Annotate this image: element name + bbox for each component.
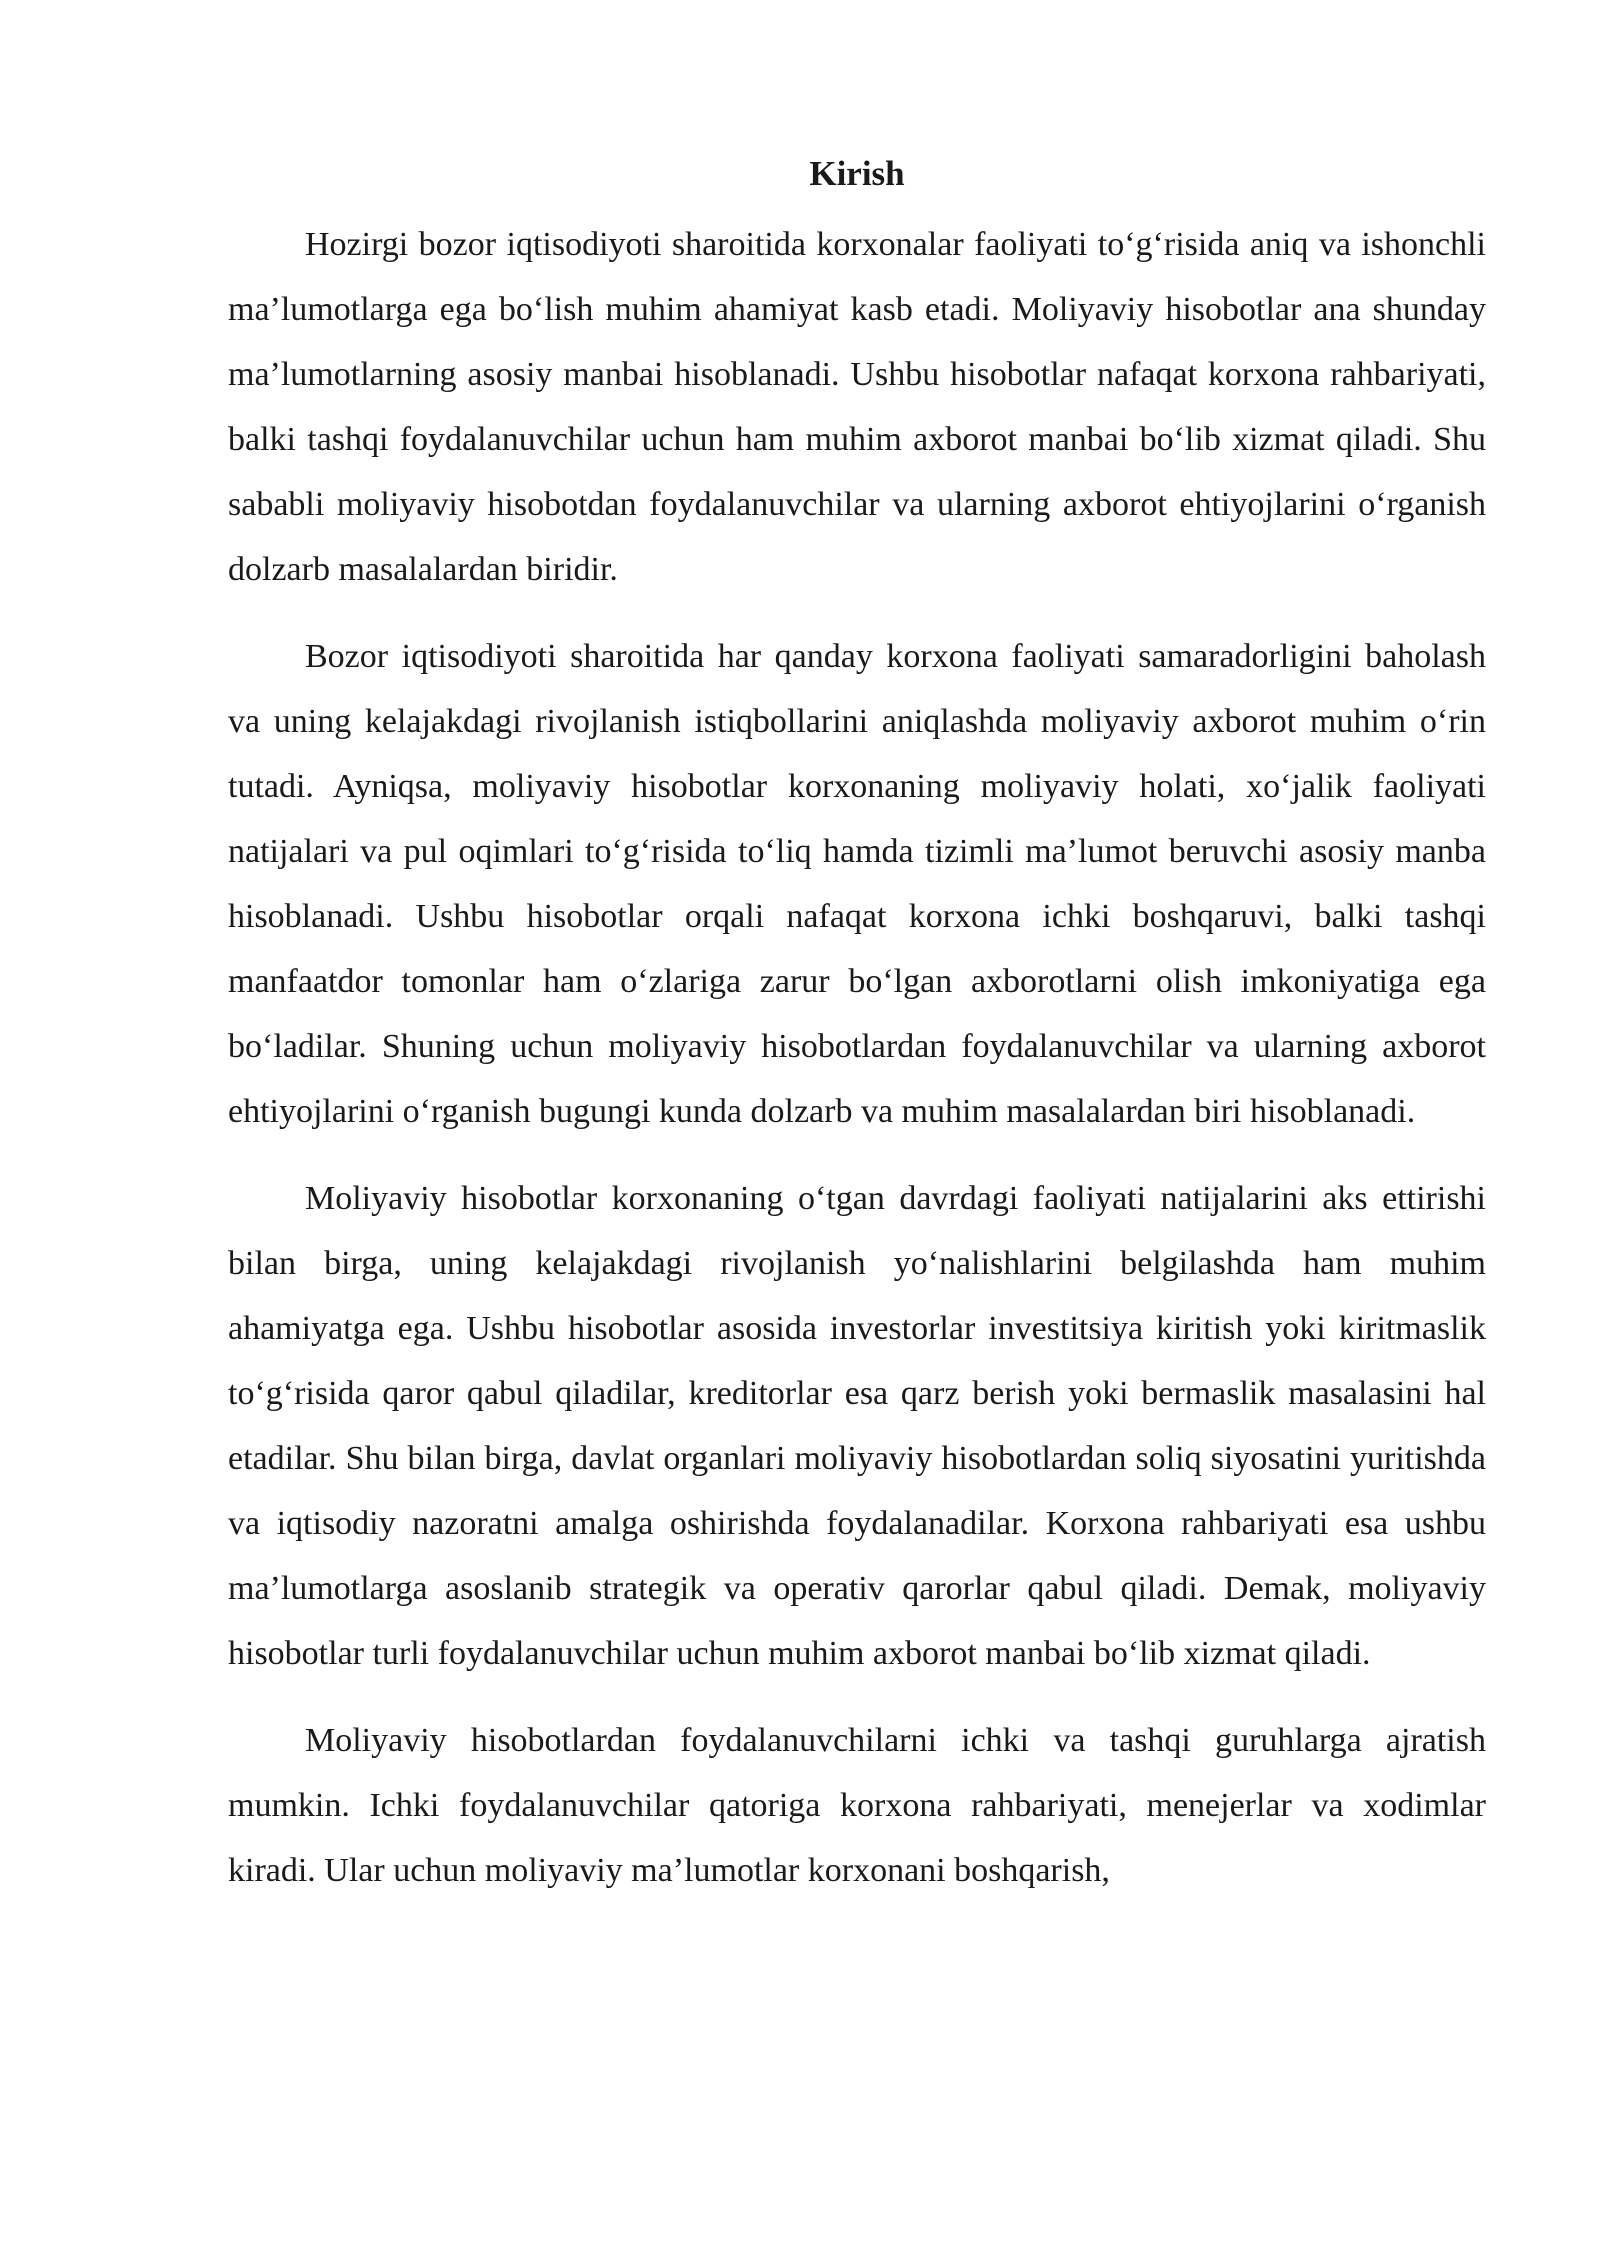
paragraph-2: Bozor iqtisodiyoti sharoitida har qanday korxona faoliyati samaradorligini baholash va uning kelajakdagi rivojlanish istiqbollarini aniqlashda moliyaviy axborot muhim o‘rin tutadi. Ayniqsa, moliyaviy hisobotlar korxonaning moliyaviy holati, xo‘jalik faoliyati natijalari va pul oqimlari to‘g‘risida to‘liq hamda tizimli ma’lumot beruvchi asosiy manba hisoblanadi. Ushbu hisobotlar orqali nafaqat korxona ichki boshqaruvi, balki tashqi manfaatdor tomonlar ham o‘zlariga zarur bo‘lgan axborotlarni olish imkoniyatiga ega bo‘ladilar. Shuning uchun moliyaviy hisobotlardan foydalanuvchilar va ularning axborot ehtiyojlarini o‘rganish bugungi kunda dolzarb va muhim masalalardan biri hisoblanadi.	[228, 638, 1486, 1130]
paragraph-4: Moliyaviy hisobotlardan foydalanuvchilarni ichki va tashqi guruhlarga ajratish mumkin. Ichki foydalanuvchilar qatoriga korxona rahbariyati, menejerlar va xodimlar kiradi. Ular uchun moliyaviy ma’lumotlar korxonani boshqarish,	[228, 1722, 1486, 1889]
paragraph-1: Hozirgi bozor iqtisodiyoti sharoitida korxonalar faoliyati to‘g‘risida aniq va ishonchli ma’lumotlarga ega bo‘lish muhim ahamiyat kasb etadi. Moliyaviy hisobotlar ana shunday ma’lumotlarning asosiy manbai hisoblanadi. Ushbu hisobotlar nafaqat korxona rahbariyati, balki tashqi foydalanuvchilar uchun ham muhim axborot manbai bo‘lib xizmat qiladi. Shu sababli moliyaviy hisobotdan foydalanuvchilar va ularning axborot ehtiyojlarini o‘rganish dolzarb masalalardan biridir.	[228, 226, 1486, 588]
document-body	[228, 146, 1486, 1925]
paragraph-3: Moliyaviy hisobotlar korxonaning o‘tgan davrdagi faoliyati natijalarini aks ettirishi bilan birga, uning kelajakdagi rivojlanish yo‘nalishlarini belgilashda ham muhim ahamiyatga ega. Ushbu hisobotlar asosida investorlar investitsiya kiritish yoki kiritmaslik to‘g‘risida qaror qabul qiladilar, kreditorlar esa qarz berish yoki bermaslik masalasini hal etadilar. Shu bilan birga, davlat organlari moliyaviy hisobotlardan soliq siyosatini yuritishda va iqtisodiy nazoratni amalga oshirishda foydalanadilar. Korxona rahbariyati esa ushbu ma’lumotlarga asoslanib strategik va operativ qarorlar qabul qiladi. Demak, moliyaviy hisobotlar turli foydalanuvchilar uchun muhim axborot manbai bo‘lib xizmat qiladi.	[228, 1180, 1486, 1672]
document-title: Kirish	[809, 154, 905, 193]
